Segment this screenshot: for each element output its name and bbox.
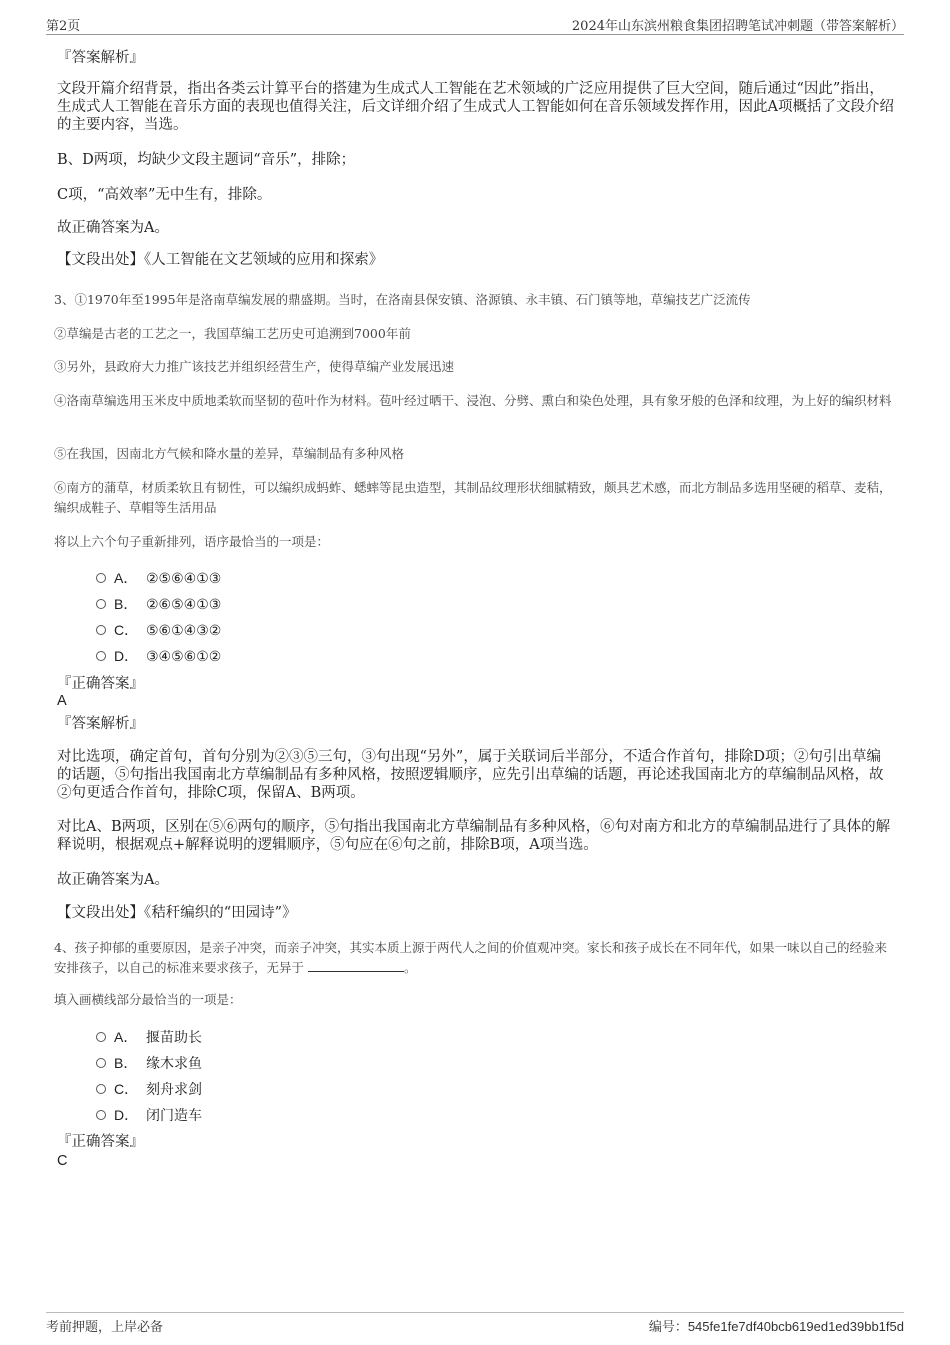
q3-option-a[interactable]: A． ②⑤⑥④①③: [96, 568, 221, 588]
q4-option-a[interactable]: A． 揠苗助长: [96, 1027, 202, 1047]
q3-sentence-6: ⑥南方的蒲草，材质柔软且有韧性，可以编织成蚂蚱、蟋蟀等昆虫造型，其制品纹理形状细腻精致，颇具艺术感，而北方制品多选用坚硬的稻草、麦秸，编织成鞋子、草帽等生活用品: [54, 480, 892, 515]
q4-option-b[interactable]: B． 缘木求鱼: [96, 1053, 202, 1073]
page-footer: [46, 1312, 904, 1335]
q3-option-b[interactable]: B． ②⑥⑤④①③: [96, 594, 221, 614]
radio-button[interactable]: [96, 625, 106, 635]
answer-analysis-label: 『答案解析』: [57, 716, 144, 732]
correct-answer-label: 『正确答案』: [57, 676, 144, 692]
radio-button[interactable]: [96, 651, 106, 661]
radio-button[interactable]: [96, 573, 106, 583]
correct-answer: A: [57, 693, 67, 709]
page-number: 第2页: [46, 19, 81, 34]
q4-option-c[interactable]: C． 刻舟求剑: [96, 1079, 202, 1099]
document-id: 编号：545fe1fe7df40bcb619ed1ed39bb1f5d: [648, 1319, 904, 1334]
q4-prompt: 填入画横线部分最恰当的一项是：: [54, 992, 242, 1007]
analysis-paragraph: 对比选项，确定首句，首句分别为②③⑤三句，③句出现“另外”，属于关联词后半部分，不适合作首句，排除D项；②句引出草编的话题，⑤句指出我国南北方草编制品有多种风格，按照逻辑顺序，应先引出草编的话题，再论述我国南北方的草编制品风格，故②句更适合作首句，排除C项，保留A、B两项。: [57, 749, 884, 801]
correct-answer-label: 『正确答案』: [57, 1134, 144, 1150]
correct-answer: C: [57, 1153, 68, 1169]
analysis-paragraph: C项，“高效率”无中生有，排除。: [57, 187, 272, 203]
answer-analysis-label: 『答案解析』: [57, 50, 144, 66]
radio-button[interactable]: [96, 1058, 106, 1068]
q3-prompt: 将以上六个句子重新排列，语序最恰当的一项是：: [54, 534, 330, 549]
radio-button[interactable]: [96, 1110, 106, 1120]
passage-source: 【文段出处】《人工智能在文艺领域的应用和探索》: [57, 252, 384, 268]
passage-source: 【文段出处】《秸秆编织的“田园诗”》: [57, 905, 297, 921]
q3-option-c[interactable]: C． ⑤⑥①④③②: [96, 620, 221, 640]
radio-button[interactable]: [96, 1032, 106, 1042]
radio-button[interactable]: [96, 1084, 106, 1094]
footer-slogan: 考前押题，上岸必备: [46, 1320, 164, 1335]
q3-sentence-2: ②草编是古老的工艺之一，我国草编工艺历史可追溯到7000年前: [54, 326, 411, 341]
analysis-paragraph: B、D两项，均缺少文段主题词“音乐”，排除；: [57, 152, 356, 168]
analysis-paragraph: 对比A、B两项，区别在⑤⑥两句的顺序，⑤句指出我国南北方草编制品有多种风格，⑥句对南方和北方的草编制品进行了具体的解释说明，根据观点+解释说明的逻辑顺序，⑤句应在⑥句之前，排除B项，A项当选。: [57, 819, 891, 853]
document-title: 2024年山东滨州粮食集团招聘笔试冲刺题（带答案解析）: [571, 19, 904, 34]
q3-sentence-5: ⑤在我国，因南北方气候和降水量的差异，草编制品有多种风格: [54, 446, 405, 461]
radio-button[interactable]: [96, 599, 106, 609]
analysis-conclusion: 故正确答案为A。: [57, 872, 169, 888]
q3-option-d[interactable]: D． ③④⑤⑥①②: [96, 646, 221, 666]
q3-sentence-1: 3、①1970年至1995年是洛南草编发展的鼎盛期。当时，在洛南县保安镇、洛源镇、永丰镇、石门镇等地，草编技艺广泛流传: [54, 292, 751, 307]
q4-option-d[interactable]: D． 闭门造车: [96, 1105, 202, 1125]
q3-sentence-3: ③另外，县政府大力推广该技艺并组织经营生产，使得草编产业发展迅速: [54, 359, 455, 374]
analysis-paragraph: 文段开篇介绍背景，指出各类云计算平台的搭建为生成式人工智能在艺术领域的广泛应用提供了巨大空间，随后通过“因此”指出，生成式人工智能在音乐方面的表现也值得关注，后文详细介绍了生成式人工智能如何在音乐领域发挥作用，因此A项概括了文段介绍的主要内容，当选。: [57, 81, 894, 133]
q4-stem: 4、孩子抑郁的重要原因，是亲子冲突，而亲子冲突，其实本质上源于两代人之间的价值观冲突。家长和孩子成长在不同年代，如果一味以自己的经验来安排孩子，以自己的标准来要求孩子，无异于 。: [54, 940, 887, 975]
q3-sentence-4: ④洛南草编选用玉米皮中质地柔软而坚韧的苞叶作为材料。苞叶经过晒干、浸泡、分劈、熏白和染色处理，具有象牙般的色泽和纹理，为上好的编织材料: [54, 393, 892, 408]
answer-blank: [308, 959, 404, 972]
analysis-conclusion: 故正确答案为A。: [57, 220, 169, 236]
page-header: [46, 14, 904, 35]
